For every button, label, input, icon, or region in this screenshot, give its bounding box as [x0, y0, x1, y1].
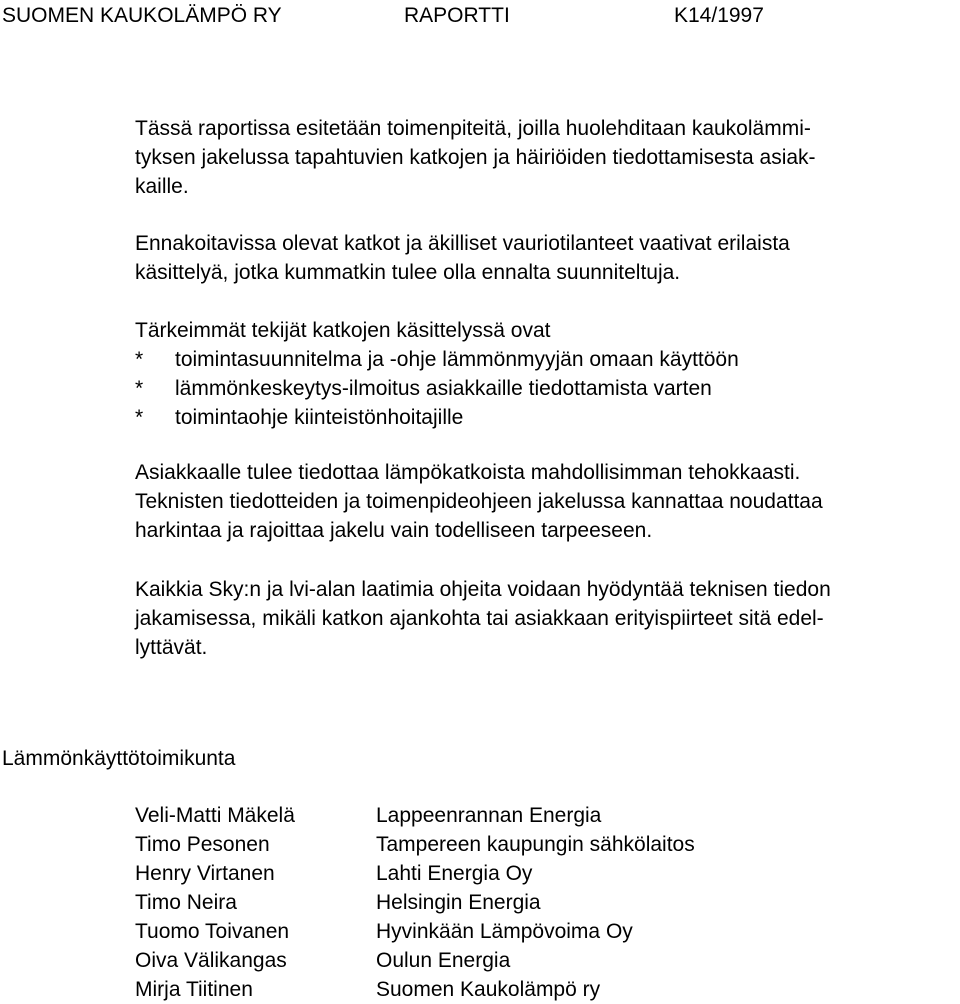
member-organization: Tampereen kaupungin sähkölaitos	[376, 833, 695, 856]
header-document-number: K14/1997	[674, 4, 764, 27]
member-organization: Oulun Energia	[376, 949, 511, 972]
member-row	[135, 830, 935, 859]
paragraph-informing	[135, 458, 935, 545]
bullet-item	[135, 374, 935, 403]
paragraph-intro	[135, 114, 935, 201]
paragraph-line: käsittelyä, jotka kummatkin tulee olla ennalta suunniteltuja.	[135, 261, 681, 284]
paragraph-line: jakamisessa, mikäli katkon ajankohta tai asiakkaan erityispiirteet sitä edel-	[135, 607, 824, 630]
key-factors-intro: Tärkeimmät tekijät katkojen käsittelyssä ovat	[135, 319, 551, 342]
committee-title: Lämmönkäyttötoimikunta	[2, 747, 236, 770]
bullet-item	[135, 403, 935, 432]
paragraph-line: Teknisten tiedotteiden ja toimenpideohjeen jakelussa kannattaa noudattaa	[135, 490, 823, 513]
header-document-type: RAPORTTI	[404, 4, 510, 27]
bullet-marker: *	[135, 406, 144, 429]
paragraph-line: tyksen jakelussa tapahtuvien katkojen ja häiriöiden tiedottamisesta asiak-	[135, 146, 816, 169]
paragraph-guidelines	[135, 575, 935, 662]
member-row	[135, 888, 935, 917]
member-name: Henry Virtanen	[135, 862, 275, 885]
paragraph-key-factors	[135, 316, 935, 432]
member-organization: Hyvinkään Lämpövoima Oy	[376, 920, 633, 943]
member-name: Tuomo Toivanen	[135, 920, 290, 943]
member-organization: Lahti Energia Oy	[376, 862, 533, 885]
bullet-marker: *	[135, 348, 144, 371]
member-row	[135, 946, 935, 975]
paragraph-line: kaille.	[135, 175, 189, 198]
member-organization: Helsingin Energia	[376, 891, 541, 914]
paragraph-line: Ennakoitavissa olevat katkot ja äkilliset vauriotilanteet vaativat erilaista	[135, 232, 790, 255]
page-header	[2, 0, 942, 32]
member-row	[135, 859, 935, 888]
paragraph-line: lyttävät.	[135, 636, 208, 659]
member-name: Timo Pesonen	[135, 833, 270, 856]
paragraph-outages	[135, 229, 935, 287]
header-organization: SUOMEN KAUKOLÄMPÖ RY	[2, 4, 282, 27]
paragraph-line: harkintaa ja rajoittaa jakelu vain todelliseen tarpeeseen.	[135, 519, 653, 542]
paragraph-line: Kaikkia Sky:n ja lvi-alan laatimia ohjeita voidaan hyödyntää teknisen tiedon	[135, 578, 831, 601]
paragraph-line: Tässä raportissa esitetään toimenpiteitä, joilla huolehditaan kaukolämmi-	[135, 117, 811, 140]
bullet-item	[135, 345, 935, 374]
bullet-marker: *	[135, 377, 144, 400]
member-row	[135, 917, 935, 946]
member-name: Timo Neira	[135, 891, 237, 914]
bullet-text: toimintasuunnitelma ja -ohje lämmönmyyjän omaan käyttöön	[175, 348, 739, 371]
bullet-text: toimintaohje kiinteistönhoitajille	[175, 406, 464, 429]
committee-members-list	[135, 801, 935, 1004]
member-row	[135, 975, 935, 1004]
member-name: Mirja Tiitinen	[135, 978, 253, 1001]
member-organization: Suomen Kaukolämpö ry	[376, 978, 601, 1001]
member-row	[135, 801, 935, 830]
bullet-text: lämmönkeskeytys-ilmoitus asiakkaille tiedottamista varten	[175, 377, 712, 400]
member-organization: Lappeenrannan Energia	[376, 804, 602, 827]
paragraph-line: Asiakkaalle tulee tiedottaa lämpökatkoista mahdollisimman tehokkaasti.	[135, 461, 801, 484]
member-name: Veli-Matti Mäkelä	[135, 804, 295, 827]
member-name: Oiva Välikangas	[135, 949, 287, 972]
